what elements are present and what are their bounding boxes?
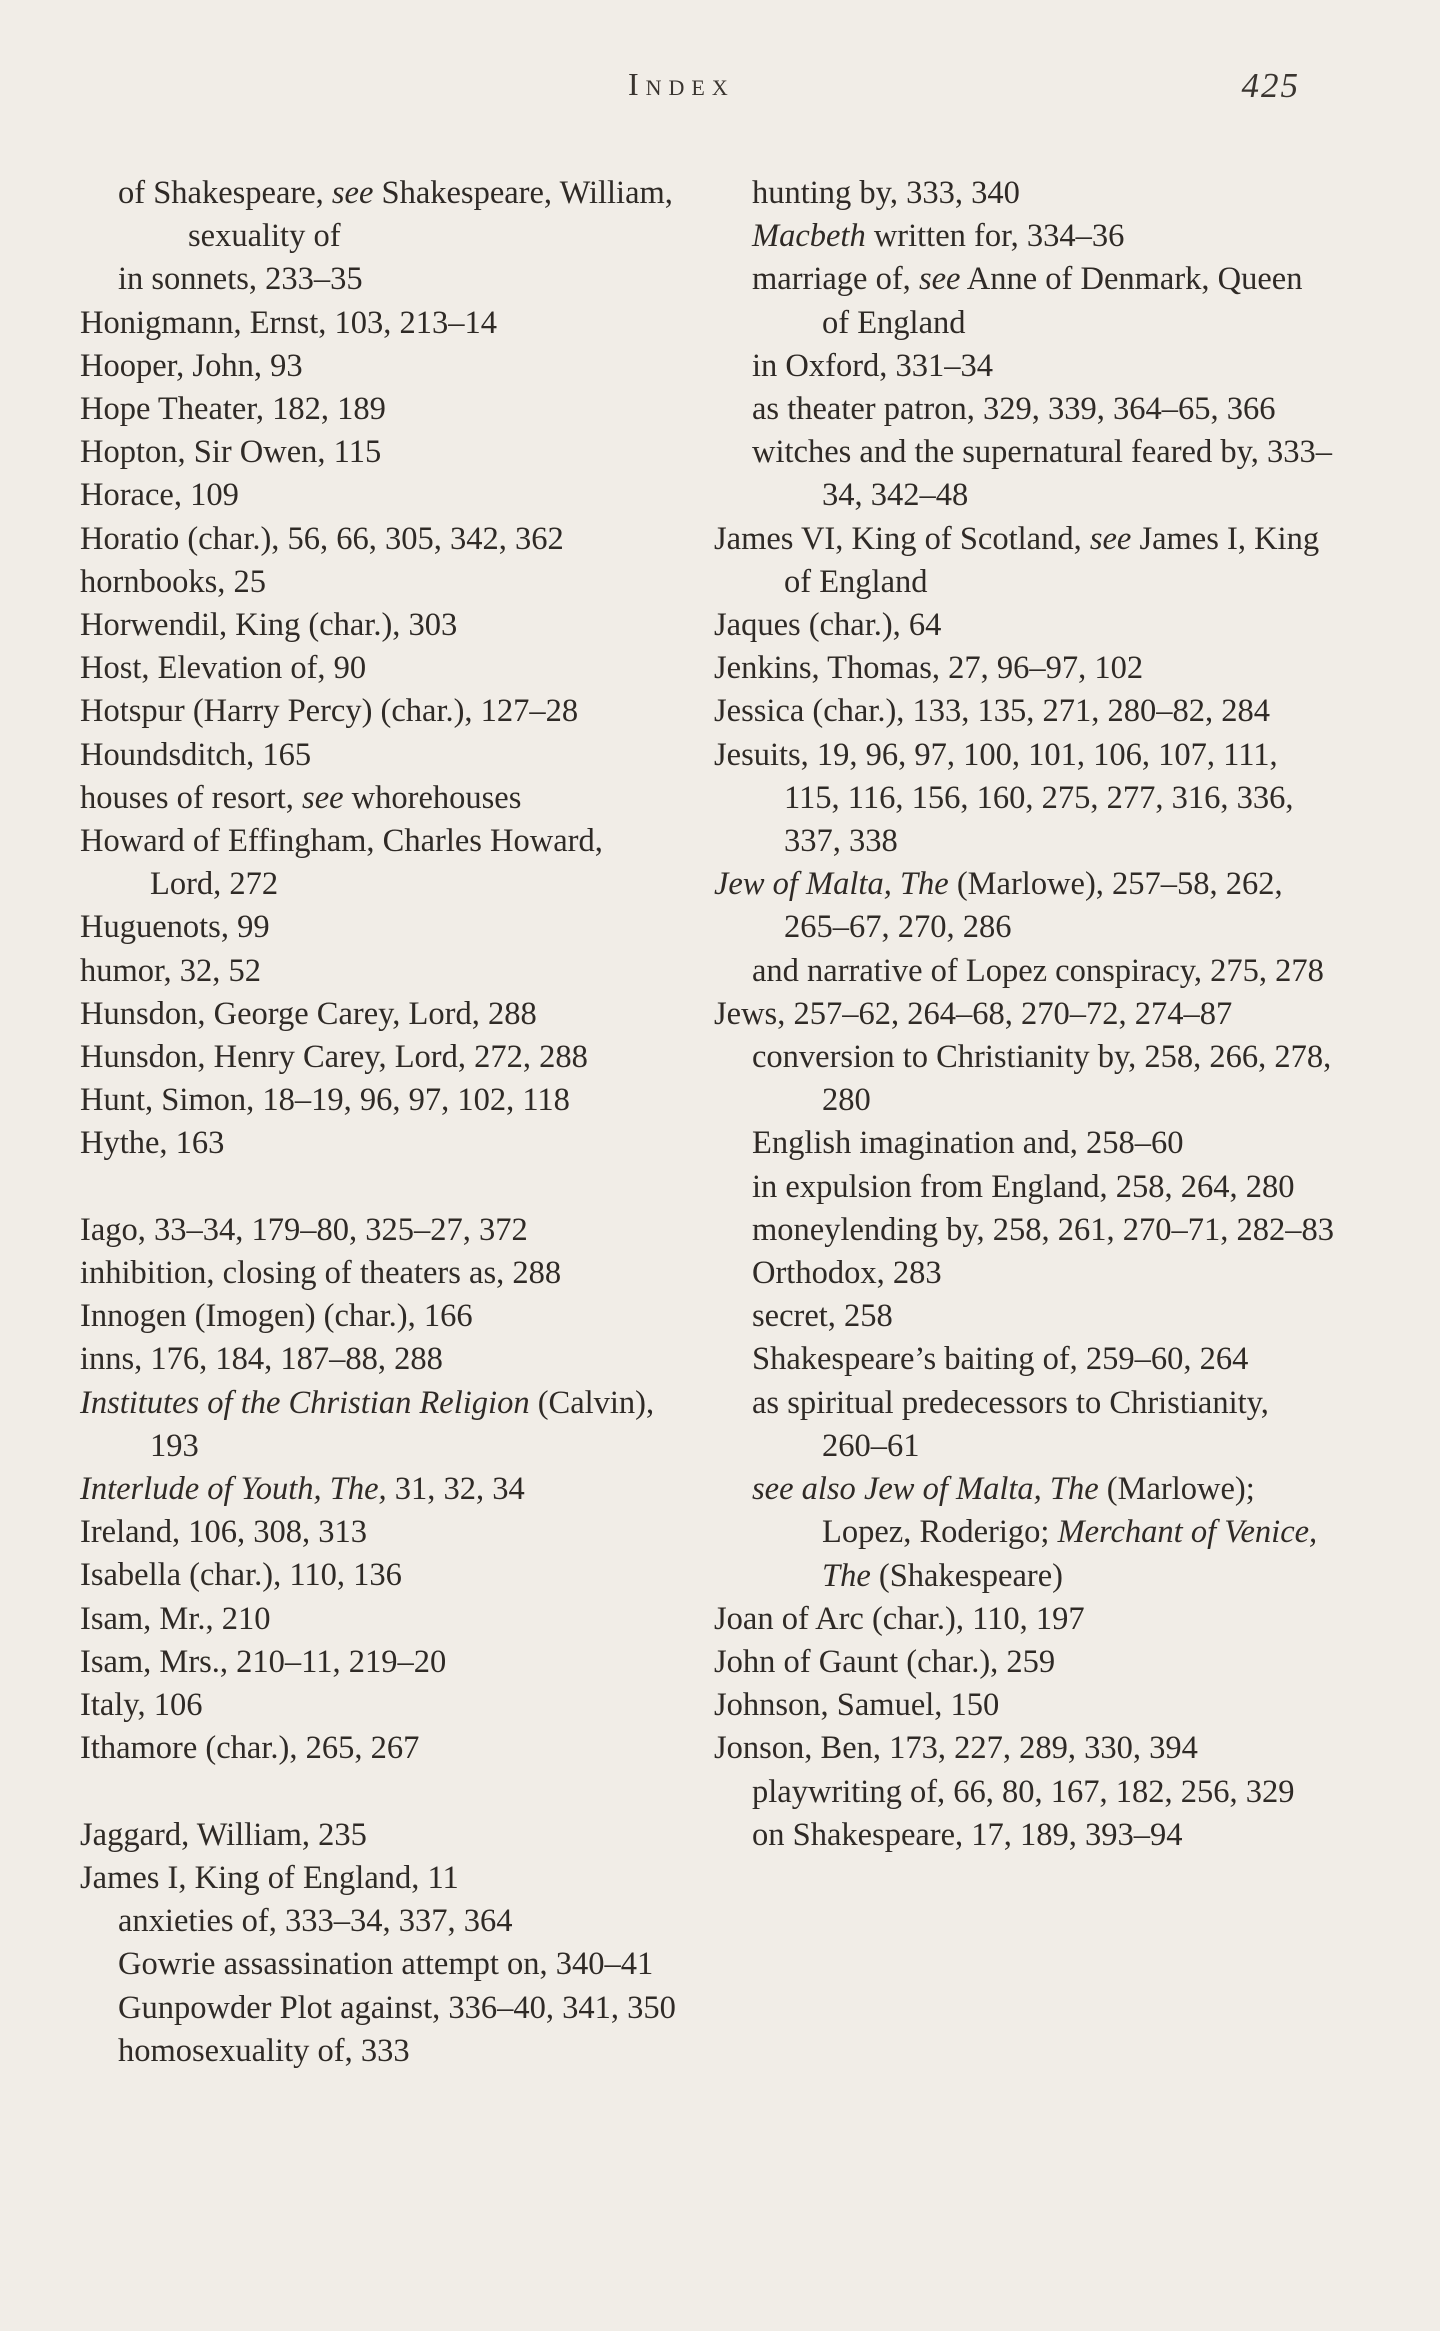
index-subentry	[80, 172, 680, 258]
entry-text: houses of resort,	[80, 779, 303, 816]
entry-text: Isam, Mr., 210	[80, 1600, 271, 1637]
index-entry	[80, 474, 680, 517]
index-entry	[80, 1727, 680, 1770]
index-subentry	[80, 1900, 680, 1943]
entry-text: (Marlowe), 257–58, 262, 265–67, 270, 286	[784, 866, 1283, 946]
index-entry	[714, 1727, 1334, 1770]
index-subentry	[714, 345, 1334, 388]
index-entry	[80, 1641, 680, 1684]
index-subentry	[714, 1166, 1334, 1209]
entry-text: Merchant of Venice, The	[822, 1514, 1318, 1594]
entry-text: Innogen (Imogen) (char.), 166	[80, 1298, 473, 1335]
index-entry	[80, 1209, 680, 1252]
entry-text: Gunpowder Plot against, 336–40, 341, 350	[118, 1989, 676, 2026]
entry-text: Hythe, 163	[80, 1125, 225, 1162]
entry-text: Jews, 257–62, 264–68, 270–72, 274–87	[714, 995, 1233, 1032]
entry-text: whorehouses	[343, 779, 522, 816]
index-subentry	[80, 1987, 680, 2030]
entry-text: Macbeth	[752, 218, 866, 255]
index-subentry	[714, 431, 1334, 517]
entry-text: Iago, 33–34, 179–80, 325–27, 372	[80, 1211, 528, 1248]
index-subentry	[714, 1122, 1334, 1165]
entry-text: Jaques (char.), 64	[714, 607, 942, 644]
entry-text: Jonson, Ben, 173, 227, 289, 330, 394	[714, 1730, 1198, 1767]
index-subentry	[714, 388, 1334, 431]
index-entry	[80, 1814, 680, 1857]
entry-text: of Shakespeare,	[118, 175, 332, 211]
entry-text: and narrative of Lopez conspiracy, 275, 278	[752, 952, 1324, 989]
index-subentry	[714, 1338, 1334, 1381]
index-entry	[714, 993, 1334, 1036]
entry-text: Shakespeare, William, sexuality of	[188, 175, 673, 255]
index-entry	[80, 431, 680, 474]
entry-text: Howard of Effingham, Charles Howard, Lord, 272	[80, 823, 603, 903]
index-subentry	[714, 1295, 1334, 1338]
entry-text: Hopton, Sir Owen, 115	[80, 434, 382, 471]
entry-text: Jew of Malta, The	[714, 866, 949, 903]
entry-text: Honigmann, Ernst, 103, 213–14	[80, 304, 498, 341]
index-subentry	[714, 950, 1334, 993]
entry-text: on Shakespeare, 17, 189, 393–94	[752, 1816, 1183, 1853]
index-entry	[80, 345, 680, 388]
entry-text: Hope Theater, 182, 189	[80, 391, 386, 428]
entry-text: Houndsditch, 165	[80, 736, 312, 773]
index-entry	[80, 1338, 680, 1381]
entry-text: Horace, 109	[80, 477, 239, 514]
entry-text: (Marlowe); Lopez, Roderigo;	[822, 1471, 1255, 1551]
entry-text: Horatio (char.), 56, 66, 305, 342, 362	[80, 520, 564, 557]
index-subentry	[80, 258, 680, 301]
index-entry	[80, 993, 680, 1036]
entry-text: playwriting of, 66, 80, 167, 182, 256, 329	[752, 1773, 1295, 1810]
entry-text: marriage of,	[752, 261, 919, 298]
entry-text: Shakespeare’s baiting of, 259–60, 264	[752, 1341, 1249, 1378]
index-entry	[80, 1554, 680, 1597]
index-entry	[80, 820, 680, 906]
letter-section-gap	[80, 1771, 680, 1814]
entry-text: see	[918, 261, 961, 298]
index-subentry	[714, 1468, 1334, 1598]
entry-text: Jaggard, William, 235	[80, 1816, 367, 1853]
entry-text: James I, King of England, 11	[80, 1859, 459, 1896]
entry-text: James I, King of England	[784, 520, 1320, 600]
entry-text: Johnson, Samuel, 150	[714, 1687, 1000, 1724]
entry-text: Jew of Malta, The	[863, 1471, 1099, 1508]
entry-text: secret, 258	[752, 1298, 893, 1335]
index-entry	[80, 777, 680, 820]
index-entry	[714, 734, 1334, 864]
index-entry	[80, 690, 680, 733]
letter-section-gap	[80, 1166, 680, 1209]
entry-text: in expulsion from England, 258, 264, 280	[752, 1168, 1295, 1205]
index-entry	[80, 1122, 680, 1165]
entry-text: Hunsdon, Henry Carey, Lord, 272, 288	[80, 1039, 588, 1076]
index-entry	[714, 604, 1334, 647]
index-entry	[714, 647, 1334, 690]
entry-text: Jessica (char.), 133, 135, 271, 280–82, 284	[714, 693, 1271, 730]
index-subentry	[714, 1771, 1334, 1814]
index-entry	[714, 863, 1334, 949]
entry-text: James VI, King of Scotland,	[714, 520, 1090, 557]
entry-text: hornbooks, 25	[80, 563, 266, 600]
entry-text: homosexuality of, 333	[118, 2032, 410, 2069]
entry-text: Hunt, Simon, 18–19, 96, 97, 102, 118	[80, 1082, 570, 1119]
index-subentry	[714, 172, 1334, 215]
entry-text: Interlude of Youth, The,	[80, 1471, 387, 1508]
index-entry	[80, 561, 680, 604]
entry-text: English imagination and, 258–60	[752, 1125, 1184, 1162]
index-entry	[80, 302, 680, 345]
entry-text: Hooper, John, 93	[80, 347, 303, 384]
entry-text: Orthodox, 283	[752, 1255, 942, 1292]
index-entry	[80, 1079, 680, 1122]
entry-text: anxieties of, 333–34, 337, 364	[118, 1903, 513, 1940]
entry-text: in Oxford, 331–34	[752, 347, 994, 384]
entry-text: Huguenots, 99	[80, 909, 270, 946]
entry-text: as spiritual predecessors to Christianity, 260–61	[752, 1384, 1269, 1464]
entry-text: John of Gaunt (char.), 259	[714, 1643, 1056, 1680]
entry-text: written for, 334–36	[865, 218, 1125, 255]
index-entry	[80, 1382, 680, 1468]
index-entry	[80, 1857, 680, 1900]
index-entry	[714, 518, 1334, 604]
index-entry	[80, 1252, 680, 1295]
index-subentry	[714, 1252, 1334, 1295]
entry-text: Ithamore (char.), 265, 267	[80, 1730, 420, 1767]
index-entry	[80, 1511, 680, 1554]
index-entry	[80, 518, 680, 561]
entry-text: Isam, Mrs., 210–11, 219–20	[80, 1643, 447, 1680]
index-entry	[714, 690, 1334, 733]
entry-text: conversion to Christianity by, 258, 266, 278, 280	[752, 1039, 1332, 1119]
entry-text: Joan of Arc (char.), 110, 197	[714, 1600, 1085, 1637]
index-subentry	[714, 258, 1334, 344]
index-entry	[80, 1598, 680, 1641]
entry-text	[856, 1471, 864, 1507]
index-entry	[714, 1684, 1334, 1727]
entry-text: Italy, 106	[80, 1687, 203, 1724]
entry-text: inhibition, closing of theaters as, 288	[80, 1255, 562, 1292]
entry-text: Anne of Denmark, Queen of England	[822, 261, 1303, 341]
index-subentry	[714, 1036, 1334, 1122]
index-entry	[80, 906, 680, 949]
index-entry	[714, 1598, 1334, 1641]
entry-text: witches and the supernatural feared by, 333–34, 342–48	[752, 434, 1332, 514]
index-subentry	[80, 1943, 680, 1986]
index-entry	[714, 1641, 1334, 1684]
entry-text: Gowrie assassination attempt on, 340–41	[118, 1946, 654, 1983]
entry-text: in sonnets, 233–35	[118, 261, 363, 298]
entry-text: inns, 176, 184, 187–88, 288	[80, 1341, 443, 1378]
entry-text: (Shakespeare)	[870, 1557, 1063, 1594]
entry-text: Horwendil, King (char.), 303	[80, 607, 458, 644]
index-entry	[80, 647, 680, 690]
index-entry	[80, 388, 680, 431]
entry-text: moneylending by, 258, 261, 270–71, 282–83	[752, 1211, 1334, 1248]
entry-text: hunting by, 333, 340	[752, 175, 1020, 211]
entry-text: see	[302, 779, 344, 816]
entry-text: Ireland, 106, 308, 313	[80, 1514, 368, 1551]
entry-text: Hunsdon, George Carey, Lord, 288	[80, 995, 537, 1032]
index-subentry	[714, 1814, 1334, 1857]
index-entry	[80, 1468, 680, 1511]
entry-text: (Calvin), 193	[150, 1384, 655, 1464]
entry-text: see	[331, 175, 374, 211]
index-column-left	[80, 172, 680, 2073]
index-subentry	[714, 215, 1334, 258]
page-number: 425	[1241, 66, 1300, 105]
index-column-right	[714, 172, 1334, 1857]
entry-text: as theater patron, 329, 339, 364–65, 366	[752, 391, 1276, 428]
index-subentry	[80, 2030, 680, 2073]
entry-text: humor, 32, 52	[80, 952, 262, 989]
index-subentry	[714, 1209, 1334, 1252]
entry-text: Jesuits, 19, 96, 97, 100, 101, 106, 107, 111, 115, 116, 156, 160, 275, 277, 316, 336, 337, 338	[714, 736, 1294, 860]
entry-text: Institutes of the Christian Religion	[80, 1384, 530, 1421]
entry-text: Hotspur (Harry Percy) (char.), 127–28	[80, 693, 579, 730]
running-head	[0, 66, 1440, 116]
running-head-title: Index	[628, 66, 735, 102]
entry-text: Host, Elevation of, 90	[80, 650, 367, 687]
index-entry	[80, 1295, 680, 1338]
index-entry	[80, 604, 680, 647]
entry-text: Jenkins, Thomas, 27, 96–97, 102	[714, 650, 1144, 687]
index-subentry	[714, 1382, 1334, 1468]
index-entry	[80, 1036, 680, 1079]
entry-text: see	[1089, 520, 1132, 557]
index-entry	[80, 734, 680, 777]
entry-text: 31, 32, 34	[386, 1471, 525, 1508]
entry-text: Isabella (char.), 110, 136	[80, 1557, 402, 1594]
index-entry	[80, 950, 680, 993]
index-entry	[80, 1684, 680, 1727]
entry-text: see also	[752, 1471, 856, 1508]
